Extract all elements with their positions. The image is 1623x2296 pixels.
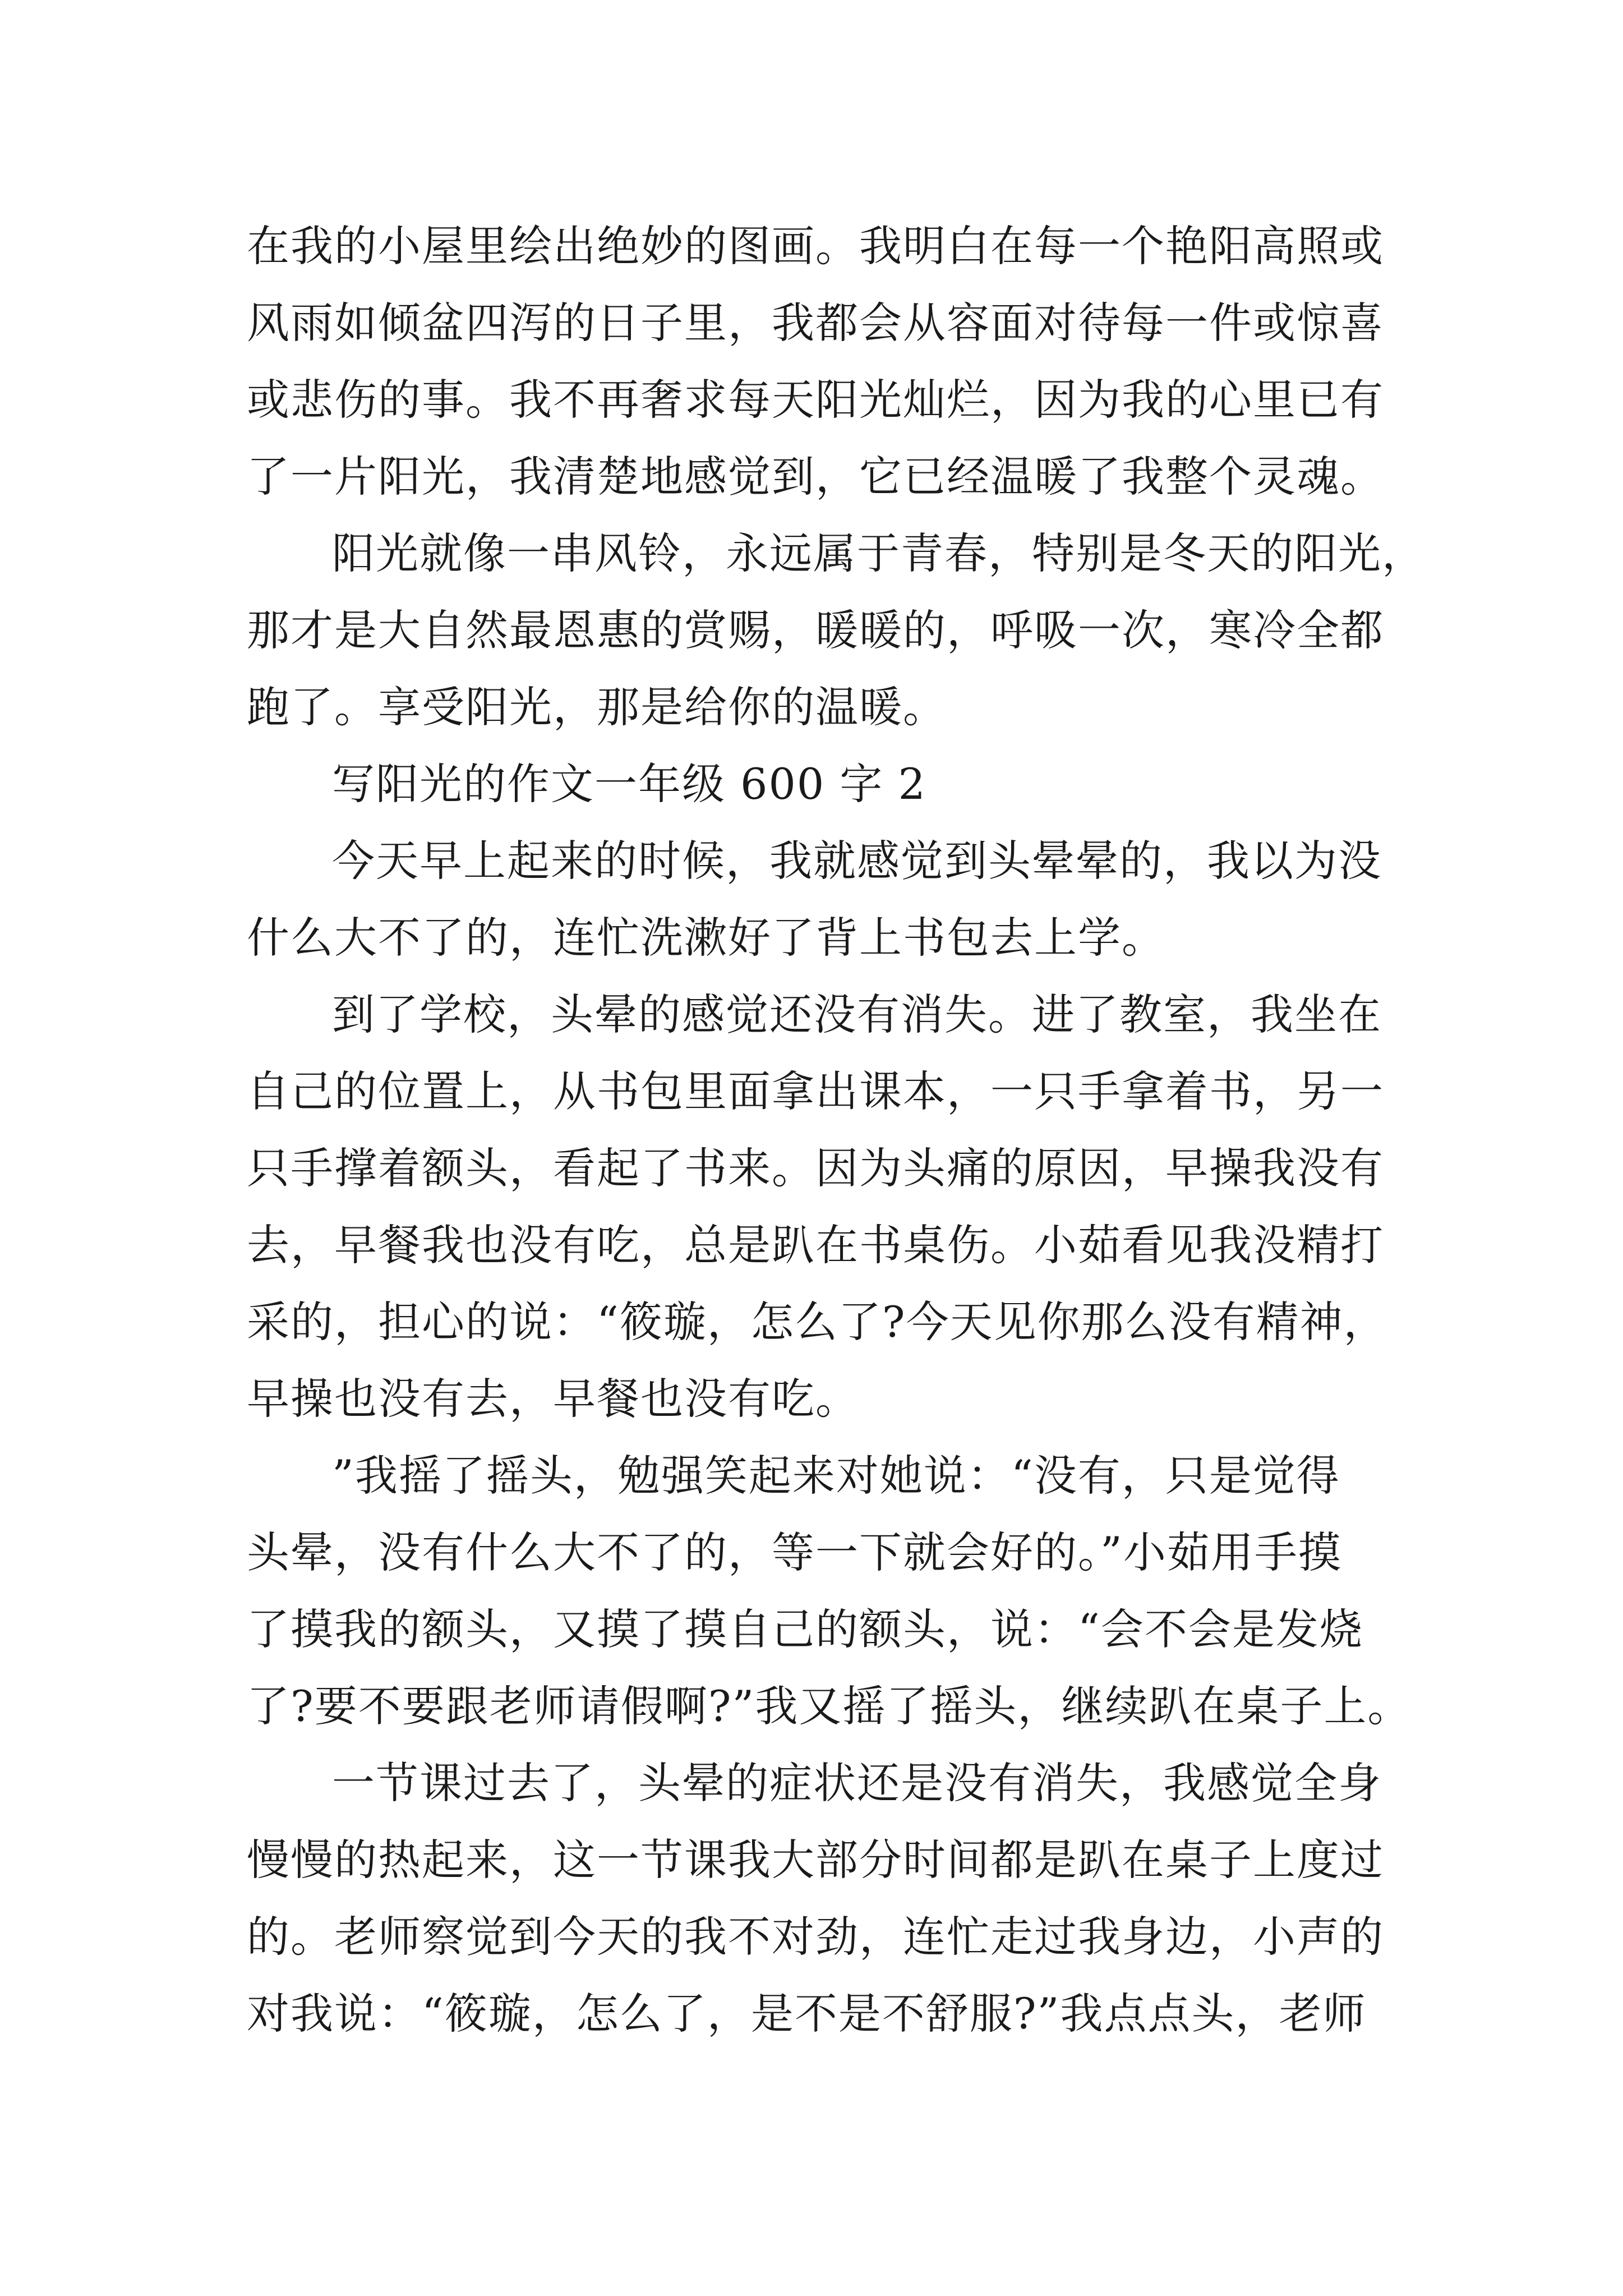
paragraph-first-line: 今天早上起来的时候，我就感觉到头晕晕的，我以为没: [332, 836, 1382, 886]
text-line: 头晕，没有什么大不了的，等一下就会好的。”小茹用手摸: [247, 1527, 1342, 1577]
paragraph-first-line: ”我摇了摇头，勉强笑起来对她说：“没有，只是觉得: [332, 1451, 1340, 1501]
paragraph-first-line: 一节课过去了，头晕的症状还是没有消失，我感觉全身: [332, 1758, 1382, 1808]
text-line: 对我说：“筱璇，怎么了，是不是不舒服?”我点点头，老师: [247, 1989, 1367, 2039]
text-line: 早操也没有去，早餐也没有吃。: [247, 1374, 859, 1424]
text-line: 了?要不要跟老师请假啊?”我又摇了摇头，继续趴在桌子上。: [247, 1681, 1412, 1731]
paragraph-first-line: 写阳光的作文一年级 600 字 2: [332, 759, 926, 809]
paragraph-first-line: 到了学校，头晕的感觉还没有消失。进了教室，我坐在: [332, 990, 1382, 1039]
text-line: 采的，担心的说：“筱璇，怎么了?今天见你那么没有精神，: [247, 1297, 1387, 1347]
text-line: 慢慢的热起来，这一节课我大部分时间都是趴在桌子上度过: [247, 1835, 1384, 1885]
text-line: 的。老师察觉到今天的我不对劲，连忙走过我身边，小声的: [247, 1912, 1384, 1962]
text-line: 自己的位置上，从书包里面拿出课本，一只手拿着书，另一: [247, 1066, 1384, 1116]
paragraph-first-line: 阳光就像一串风铃，永远属于青春，特别是冬天的阳光，: [332, 528, 1426, 578]
text-line: 在我的小屋里绘出绝妙的图画。我明白在每一个艳阳高照或: [247, 221, 1384, 271]
text-line: 跑了。享受阳光，那是给你的温暖。: [247, 682, 947, 732]
text-line: 风雨如倾盆四泻的日子里，我都会从容面对待每一件或惊喜: [247, 298, 1384, 348]
text-line: 了摸我的额头，又摸了摸自己的额头，说：“会不会是发烧: [247, 1604, 1363, 1654]
document-body: [247, 208, 1426, 2052]
text-line: 什么大不了的，连忙洗漱好了背上书包去上学。: [247, 913, 1165, 963]
text-line: 那才是大自然最恩惠的赏赐，暖暖的，呼吸一次，寒冷全都: [247, 605, 1384, 655]
text-line: 或悲伤的事。我不再奢求每天阳光灿烂，因为我的心里已有: [247, 375, 1384, 425]
text-line: 只手撑着额头，看起了书来。因为头痛的原因，早操我没有: [247, 1143, 1384, 1193]
text-line: 了一片阳光，我清楚地感觉到，它已经温暖了我整个灵魂。: [247, 452, 1384, 501]
text-line: 去，早餐我也没有吃，总是趴在书桌伤。小茹看见我没精打: [247, 1220, 1384, 1270]
